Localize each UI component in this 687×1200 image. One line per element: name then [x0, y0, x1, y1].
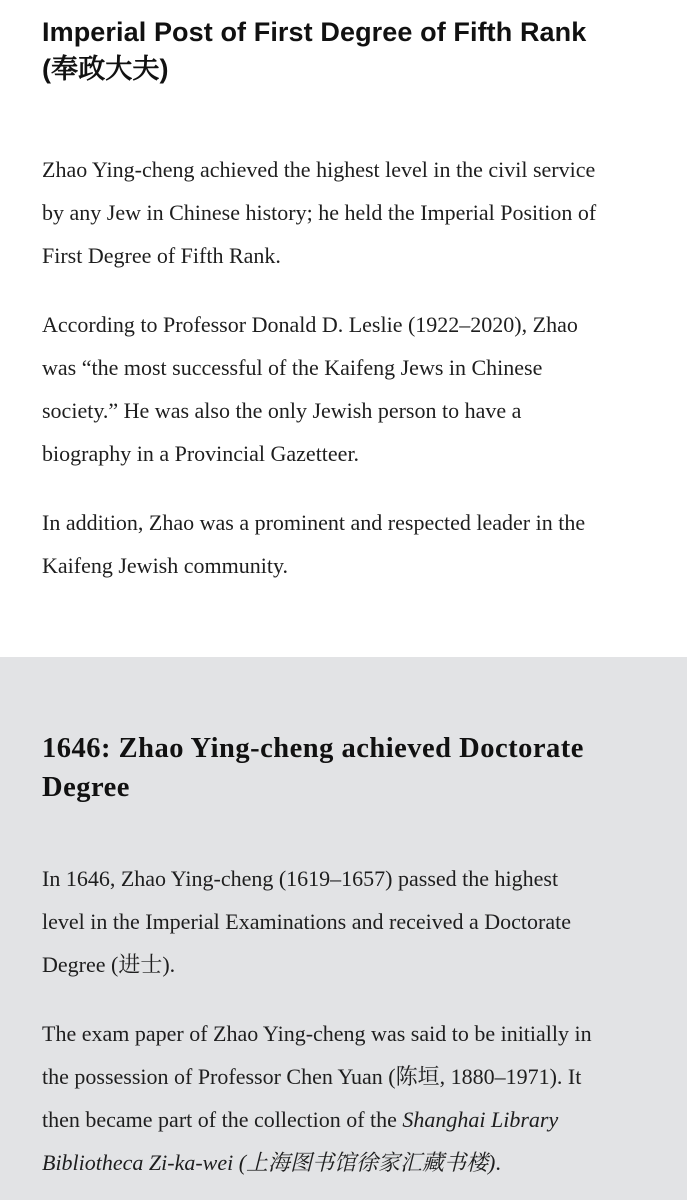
paragraph [42, 857, 647, 986]
paragraph-line: Degree (进士). [42, 952, 176, 977]
paragraph [42, 1012, 647, 1184]
paragraph-line: First Degree of Fifth Rank. [42, 243, 281, 268]
paragraph-line: Zhao Ying-cheng achieved the highest level in the civil service [42, 157, 596, 182]
heading-line: Degree [42, 772, 130, 803]
paragraph-line [42, 1098, 647, 1141]
heading-line: (奉政大夫) [42, 54, 169, 84]
section-doctorate-degree [0, 657, 687, 1200]
section-heading [42, 14, 647, 88]
paragraph-line: level in the Imperial Examinations and received a Doctorate [42, 909, 571, 934]
paragraph-line: Kaifeng Jewish community. [42, 553, 289, 578]
paragraph [42, 501, 647, 587]
paragraph-line: the possession of Professor Chen Yuan (陈垣, 1880–1971). It [42, 1064, 582, 1089]
section-heading [42, 729, 647, 807]
paragraph-line: was “the most successful of the Kaifeng Jews in Chinese [42, 355, 543, 380]
paragraph-line: The exam paper of Zhao Ying-cheng was said to be initially in [42, 1021, 592, 1046]
library-name-italic: Bibliotheca Zi-ka-wei (上海图书馆徐家汇藏书楼) [42, 1150, 496, 1175]
heading-line: Imperial Post of First Degree of Fifth Rank [42, 17, 587, 47]
paragraph [42, 303, 647, 475]
paragraph-line [42, 1141, 647, 1184]
heading-line: 1646: Zhao Ying-cheng achieved Doctorate [42, 733, 584, 764]
paragraph-line: by any Jew in Chinese history; he held the Imperial Position of [42, 200, 597, 225]
paragraph-line: In addition, Zhao was a prominent and respected leader in the [42, 510, 586, 535]
paragraph [42, 148, 647, 277]
library-name-italic: Shanghai Library [402, 1107, 559, 1132]
paragraph-line: society.” He was also the only Jewish person to have a [42, 398, 522, 423]
paragraph-line: In 1646, Zhao Ying-cheng (1619–1657) passed the highest [42, 866, 559, 891]
paragraph-line: According to Professor Donald D. Leslie (1922–2020), Zhao [42, 312, 578, 337]
paragraph-line: biography in a Provincial Gazetteer. [42, 441, 360, 466]
plain-text: then became part of the collection of the [42, 1107, 403, 1132]
plain-text: . [495, 1150, 501, 1175]
